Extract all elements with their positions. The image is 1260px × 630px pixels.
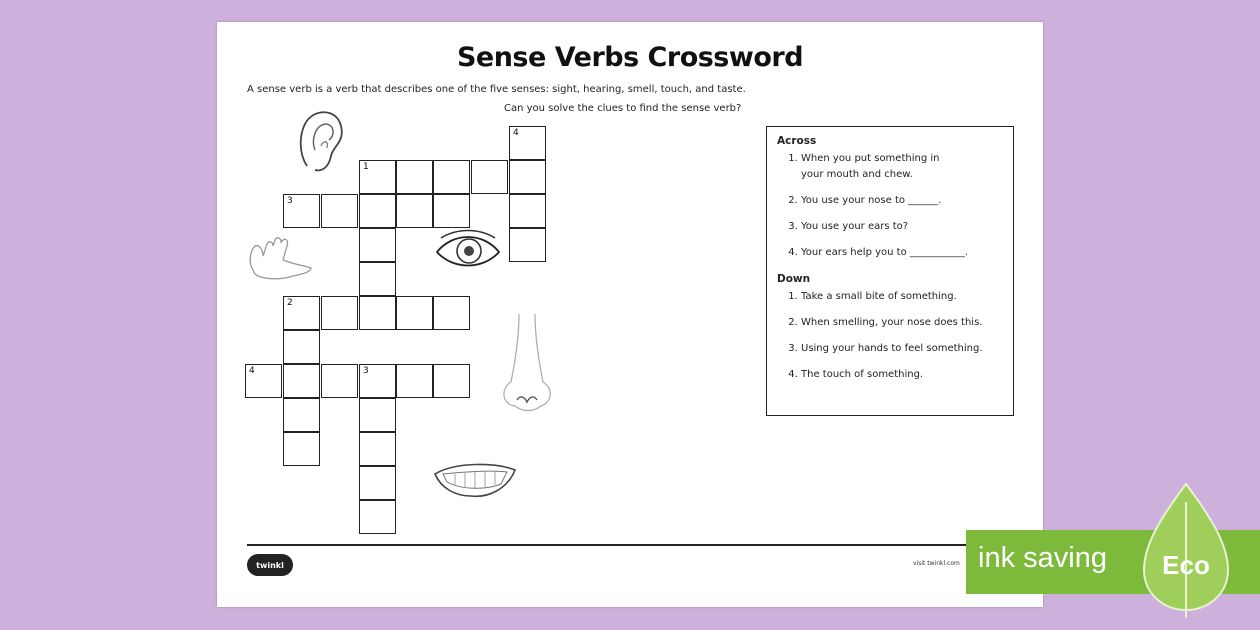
crossword-cell[interactable] — [359, 398, 396, 432]
eye-icon — [433, 226, 503, 276]
crossword-cell[interactable] — [359, 262, 396, 296]
crossword-cell[interactable] — [396, 194, 433, 228]
across-clue-1 — [801, 151, 1003, 183]
crossword-cell[interactable] — [245, 364, 282, 398]
clue-number: 1 — [363, 162, 369, 172]
crossword-cell[interactable] — [359, 160, 396, 194]
page-title: Sense Verbs Crossword — [456, 42, 804, 73]
crossword-cell[interactable] — [359, 296, 396, 330]
nose-icon — [497, 308, 557, 416]
across-clue-4 — [801, 245, 1003, 261]
crossword-cell[interactable] — [471, 160, 508, 194]
down-clues — [777, 289, 1003, 383]
eco-label: Eco — [1162, 550, 1210, 580]
clue-number: 4 — [249, 366, 255, 376]
clue-number: 3 — [363, 366, 369, 376]
clue-text: your mouth and chew. — [801, 169, 913, 180]
crossword-cell[interactable] — [283, 194, 320, 228]
clue-text: You use your ears to? — [801, 221, 909, 232]
clue-number: 4 — [513, 128, 519, 138]
crossword-cell[interactable] — [396, 364, 433, 398]
badge-text: ink saving — [978, 542, 1107, 574]
intro-question: Can you solve the clues to find the sense verb? — [504, 103, 742, 114]
clues-box — [766, 126, 1014, 416]
crossword-cell[interactable] — [283, 432, 320, 466]
crossword-cell[interactable] — [509, 228, 546, 262]
down-clue-4: 4. The touch of something. — [801, 367, 1003, 383]
crossword-cell[interactable] — [433, 160, 470, 194]
clue-text: Your ears help you to ___________. — [801, 247, 969, 258]
crossword-cell[interactable] — [359, 228, 396, 262]
footer-divider — [247, 544, 1013, 546]
hand-icon — [245, 236, 315, 284]
crossword-cell[interactable] — [359, 466, 396, 500]
crossword-cell[interactable] — [433, 194, 470, 228]
crossword-cell[interactable] — [509, 160, 546, 194]
crossword-cell[interactable] — [359, 432, 396, 466]
leaf-icon — [1134, 482, 1238, 618]
mouth-icon — [431, 454, 519, 500]
crossword-cell[interactable] — [359, 500, 396, 534]
crossword-cell[interactable] — [433, 296, 470, 330]
crossword-cell[interactable] — [359, 194, 396, 228]
crossword-cell[interactable] — [396, 160, 433, 194]
crossword-cell[interactable] — [321, 296, 358, 330]
twinkl-logo: twinkl — [247, 554, 293, 576]
across-clues — [777, 151, 1003, 261]
intro-text: A sense verb is a verb that describes one of the five senses: sight, hearing, smell, touch, and taste. — [247, 84, 746, 95]
crossword-cell[interactable] — [509, 126, 546, 160]
crossword-cell[interactable] — [321, 364, 358, 398]
crossword-cell[interactable] — [283, 398, 320, 432]
down-clue-1: 1. Take a small bite of something. — [801, 289, 1003, 305]
across-clue-2 — [801, 193, 1003, 209]
clue-text: You use your nose to ______. — [801, 195, 942, 206]
ear-icon — [295, 106, 347, 176]
clue-number: 3 — [287, 196, 293, 206]
crossword-cell[interactable] — [321, 194, 358, 228]
clue-number: 2 — [287, 298, 293, 308]
down-heading: Down — [777, 273, 811, 285]
across-heading: Across — [777, 135, 817, 147]
worksheet — [217, 22, 1043, 607]
crossword-cell[interactable] — [433, 364, 470, 398]
across-clue-3 — [801, 219, 1003, 235]
clue-text: When you put something in — [801, 153, 940, 164]
crossword-cell[interactable] — [396, 296, 433, 330]
crossword-cell[interactable] — [509, 194, 546, 228]
down-clue-3: 3. Using your hands to feel something. — [801, 341, 1003, 357]
down-clue-2: 2. When smelling, your nose does this. — [801, 315, 1003, 331]
crossword-cell[interactable] — [283, 364, 320, 398]
crossword-cell[interactable] — [283, 296, 320, 330]
crossword-cell[interactable] — [283, 330, 320, 364]
footer-url: visit twinkl.com — [913, 560, 960, 567]
crossword-cell[interactable] — [359, 364, 396, 398]
